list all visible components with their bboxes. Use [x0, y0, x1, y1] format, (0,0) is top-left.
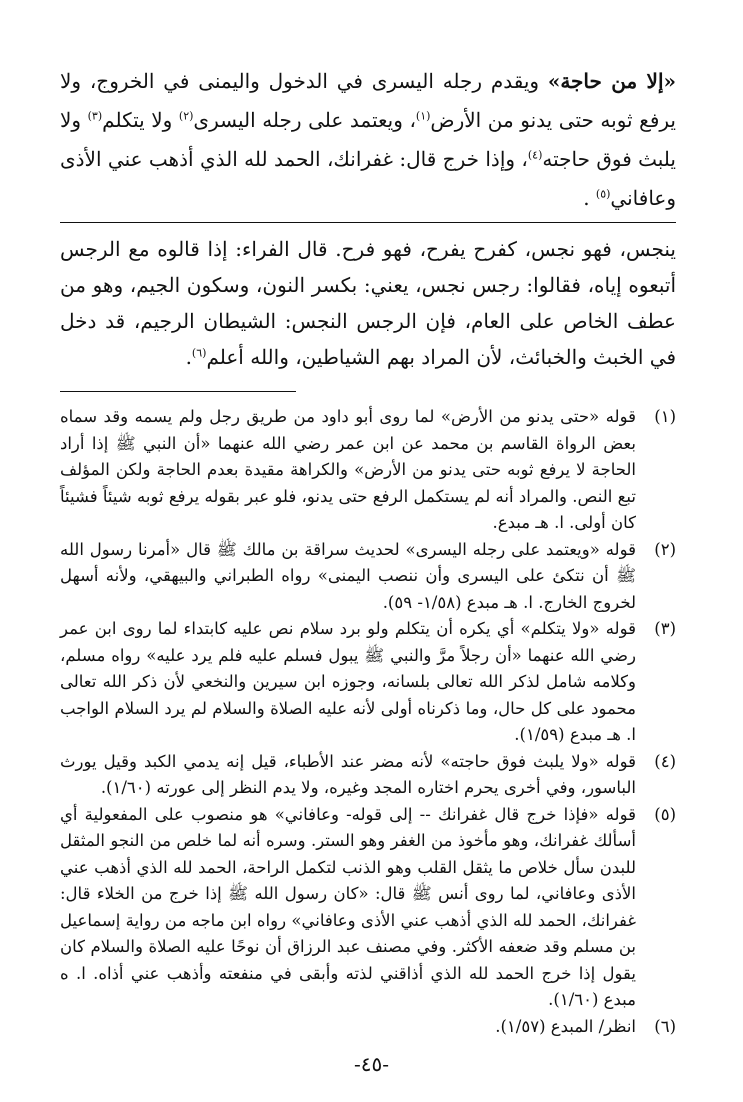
main-divider [60, 222, 676, 223]
footnote [60, 1014, 676, 1041]
footnote-text: انظر/ المبدع (١/٥٧). [495, 1016, 636, 1036]
footnote-ref-6: (٦) [191, 346, 207, 360]
footnote-ref-2: (٢) [178, 109, 194, 123]
footnote-ref-4: (٤) [527, 148, 543, 162]
footnote-number: (٢) [654, 539, 676, 559]
footnote [60, 749, 676, 802]
continued-paragraph [60, 231, 676, 375]
main-segment-6: . [583, 186, 596, 210]
footnote-ref-1: (١) [415, 109, 431, 123]
footnote-number: (٦) [654, 1016, 676, 1036]
main-segment-3: ولا يتكلم [102, 108, 179, 132]
footnote-ref-3: (٣) [87, 109, 103, 123]
main-segment-5: ، وإذا خرج قال: غفرانك، الحمد لله الذي أذهب عني الأذى وعافاني [60, 147, 676, 210]
footnote [60, 802, 676, 1014]
continued-text: ينجس، فهو نجس، كفرح يفرح، فهو فرح. قال الفراء: إذا قالوه مع الرجس أتبعوه إياه، فقالوا: رجس نجس، يعني: بكسر النون، وسكون الجيم، وهو من عطف الخاص على العام، فإن الرجس النجس: الشيطان الرجيم، قد دخل في الخبث والخبائث، لأن المراد بهم الشياطين، والله أعلم [60, 237, 676, 369]
lead-phrase: «إلا من حاجة» [547, 69, 676, 93]
footnote-text: قوله «ولا يتكلم» أي يكره أن يتكلم ولو برد سلام نص عليه كابتداء لما روى ابن عمر رضي الله عنهما «أن رجلاً مرَّ والنبي ﷺ يبول فسلم عليه فلم يرد عليه» رواه مسلم، وكلامه شامل لذكر الله تعالى بلسانه، وجوزه ابن سيرين والنخعي لأن ذكر الله تعالى محمود على كل حال، وما ذكرناه أولى لأنه عليه الصلاة والسلام لم يرد السلام الواجب ا. هـ مبدع (١/٥٩). [60, 619, 636, 744]
page-number: -٤٥- [353, 1052, 389, 1076]
footnotes [60, 404, 676, 1040]
footnote [60, 404, 676, 537]
footnote-text: قوله «ويعتمد على رجله اليسرى» لحديث سراقة بن مالك ﷺ قال «أمرنا رسول الله ﷺ أن نتكئ على اليسرى وأن ننصب اليمنى» رواه الطبراني والبيهقي، ولأنه أسهل لخروج الخارج. ا. هـ مبدع (١/٥٨- ٥٩). [60, 539, 636, 612]
footnote-number: (١) [654, 407, 676, 426]
book-page [60, 62, 676, 1040]
footnote-number: (٥) [654, 804, 676, 824]
continued-commentary [60, 231, 676, 375]
footnote-text: قوله «ولا يلبث فوق حاجته» لأنه مضر عند الأطباء، قيل إنه يدمي الكبد وقيل يورث الباسور، وفي أخرى يحرم اختاره المجد وغيره، ولا يدم النظر إلى عورته (١/٦٠). [60, 751, 636, 797]
continued-end: . [185, 345, 192, 369]
footnote-divider [60, 391, 296, 392]
main-segment-1: ويقدم رجله اليسرى في الدخول واليمنى في الخروج، ولا يرفع ثوبه حتى يدنو من الأرض [60, 69, 676, 132]
main-segment-4: ولا يلبث فوق حاجته [60, 108, 676, 171]
footnote-ref-5: (٥) [595, 187, 611, 201]
footnote-text: قوله «حتى يدنو من الأرض» لما روى أبو داود من طريق رجل ولم يسمه وقد سماه بعض الرواة القاسم بن محمد عن ابن عمر رضي الله عنهما «أن النبي ﷺ إذا أراد الحاجة لا يرفع ثوبه حتى يدنو من الأرض» والكراهة مقيدة بعدم الحاجة ولكن المؤلف تبع النص. والمراد أنه لم يستكمل الرفع حتى يدنو، فلو عبر بقوله يرفع ثوبه شيئاً فشيئاً كان أولى. ا. هـ مبدع. [60, 407, 636, 532]
main-text [60, 62, 676, 218]
footnote-number: (٣) [654, 619, 676, 638]
main-paragraph [60, 62, 676, 218]
footnote [60, 537, 676, 617]
footnote-text: قوله «فإذا خرج قال غفرانك -- إلى قوله- وعافاني» هو منصوب على المفعولية أي أسألك غفرانك، وهو مأخوذ من الغفر وهو الستر. وسره أنه لما خلص من النجو المثقل للبدن سأل خلاص ما يثقل القلب وهو الذنب لتكمل الراحة، الحمد لله الذي أذهب عني الأذى وعافاني، لما روى أنس ﷺ قال: «كان رسول الله ﷺ إذا خرج من الخلاء قال: غفرانك، الحمد لله الذي أذهب عني الأذى وعافاني» رواه ابن ماجه من رواية إسماعيل بن مسلم وقد ضعفه الأكثر. وفي مصنف عبد الرزاق أن نوحًا عليه الصلاة والسلام كان يقول إذا خرج الحمد لله الذي أذاقني لذته وأبقى في منفعته وأذهب عني أذاه. ا. ه مبدع (١/٦٠). [60, 804, 636, 1009]
footnote [60, 616, 676, 749]
footnote-number: (٤) [654, 751, 676, 771]
main-segment-2: ، ويعتمد على رجله اليسرى [193, 108, 416, 132]
